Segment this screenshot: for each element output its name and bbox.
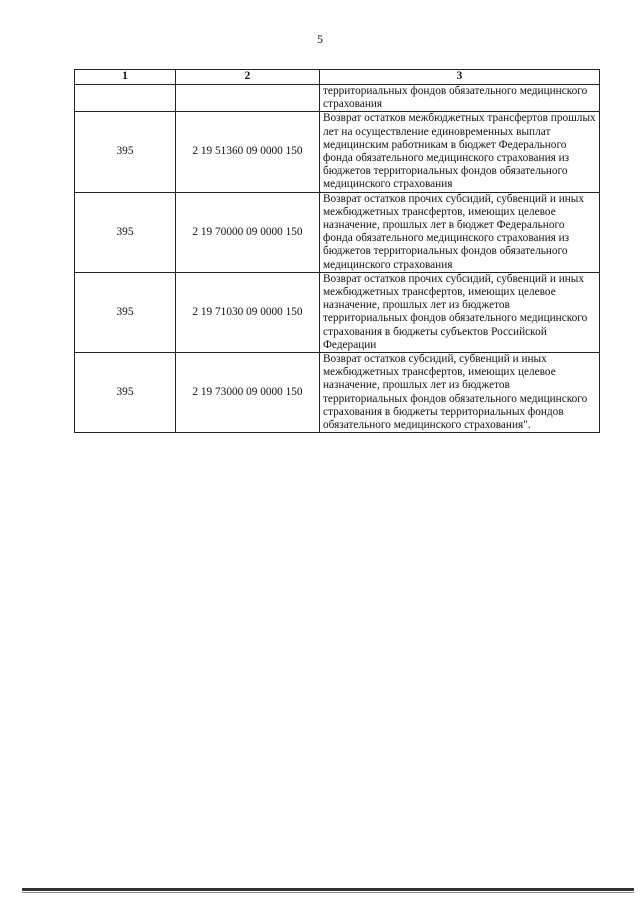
table-header-row bbox=[75, 70, 600, 85]
budget-codes-table bbox=[74, 69, 600, 433]
column-header-1: 1 bbox=[75, 70, 176, 85]
footer-scan-line-thin bbox=[22, 892, 634, 893]
description-cell: Возврат остатков субсидий, субвенций и иных межбюджетных трансфертов, имеющих целевое назначение, прошлых лет из бюджетов территориальных фондов обязательного медицинского страхования в бюджеты территориальных фондов обязательного медицинского страхования". bbox=[320, 353, 600, 433]
admin-code-cell: 395 bbox=[75, 272, 176, 352]
admin-code-cell bbox=[75, 85, 176, 112]
table-row bbox=[75, 272, 600, 352]
page-number: 5 bbox=[317, 32, 323, 46]
footer-scan-line bbox=[22, 888, 634, 891]
admin-code-cell: 395 bbox=[75, 112, 176, 192]
table-row bbox=[75, 192, 600, 272]
table-row bbox=[75, 353, 600, 433]
budget-code-cell: 2 19 51360 09 0000 150 bbox=[176, 112, 320, 192]
table-row bbox=[75, 85, 600, 112]
admin-code-cell: 395 bbox=[75, 353, 176, 433]
description-cell: Возврат остатков межбюджетных трансфертов прошлых лет на осуществление единовременных выплат медицинским работникам в бюджет Федерального фонда обязательного медицинского страхования из бюджетов территориальных фондов обязательного медицинского страхования bbox=[320, 112, 600, 192]
budget-code-cell: 2 19 73000 09 0000 150 bbox=[176, 353, 320, 433]
description-cell: территориальных фондов обязательного медицинского страхования bbox=[320, 85, 600, 112]
budget-code-cell: 2 19 70000 09 0000 150 bbox=[176, 192, 320, 272]
table-row bbox=[75, 112, 600, 192]
admin-code-cell: 395 bbox=[75, 192, 176, 272]
budget-code-cell bbox=[176, 85, 320, 112]
column-header-3: 3 bbox=[320, 70, 600, 85]
budget-code-cell: 2 19 71030 09 0000 150 bbox=[176, 272, 320, 352]
description-cell: Возврат остатков прочих субсидий, субвенций и иных межбюджетных трансфертов, имеющих целевое назначение, прошлых лет в бюджет Федерального фонда обязательного медицинского страхования из бюджетов территориальных фондов обязательного медицинского страхования bbox=[320, 192, 600, 272]
description-cell: Возврат остатков прочих субсидий, субвенций и иных межбюджетных трансфертов, имеющих целевое назначение, прошлых лет из бюджетов территориальных фондов обязательного медицинского страхования в бюджеты субъектов Российской Федерации bbox=[320, 272, 600, 352]
column-header-2: 2 bbox=[176, 70, 320, 85]
